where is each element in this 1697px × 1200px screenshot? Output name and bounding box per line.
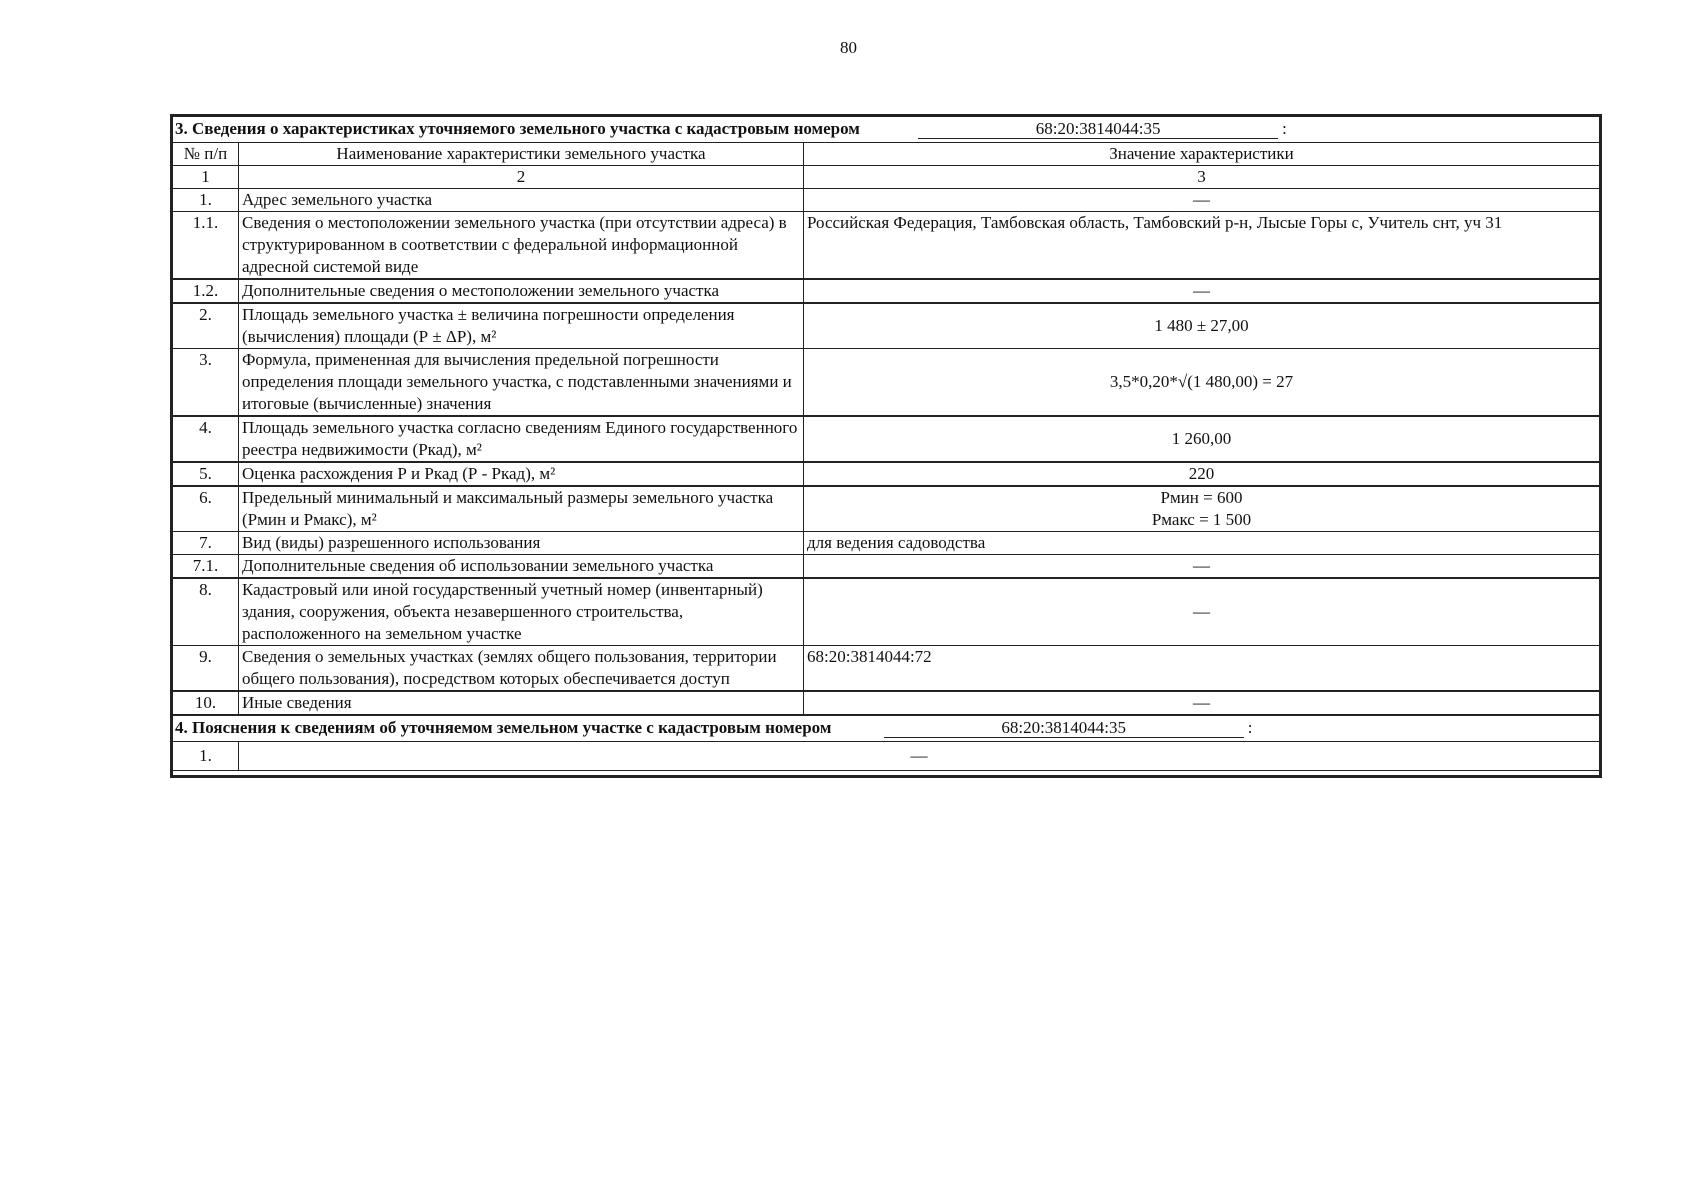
row-number: 1.1. [173, 212, 239, 280]
row-number: 1. [173, 189, 239, 212]
table-row [173, 462, 1600, 486]
row-name: Формула, примененная для вычисления предельной погрешности определения площади земельного участка, с подставленными значениями и итоговые (вычисленные) значения [239, 349, 804, 417]
row-value: 3,5*0,20*√(1 480,00) = 27 [804, 349, 1600, 417]
row-name: Площадь земельного участка ± величина погрешности определения (вычисления) площади (Р ± ΔР), м² [239, 303, 804, 349]
row-number: 2. [173, 303, 239, 349]
row-value: — [804, 555, 1600, 579]
characteristics-table [172, 116, 1600, 776]
table-row [173, 349, 1600, 417]
row-name: Дополнительные сведения об использовании земельного участка [239, 555, 804, 579]
row-name: Сведения о земельных участках (землях общего пользования, территории общего пользования), посредством которых обеспечивается доступ [239, 646, 804, 692]
row-value: — [804, 189, 1600, 212]
row-value: 1 260,00 [804, 416, 1600, 462]
column-number-2: 2 [239, 166, 804, 189]
table-row [173, 646, 1600, 692]
row-number: 9. [173, 646, 239, 692]
row-value-line-min: Рмин = 600 [1160, 488, 1243, 507]
bottom-rule-cell [173, 771, 1600, 776]
row-number: 7.1. [173, 555, 239, 579]
row-name: Сведения о местоположении земельного участка (при отсутствии адреса) в структурированном в соответствии с федеральной информационной адресной системой виде [239, 212, 804, 280]
row-value: — [804, 691, 1600, 715]
row-name: Оценка расхождения Р и Ркад (Р - Ркад), м² [239, 462, 804, 486]
row-number: 7. [173, 532, 239, 555]
header-row [173, 143, 1600, 166]
row-value: для ведения садоводства [804, 532, 1600, 555]
table-row [173, 742, 1600, 771]
table-row [173, 555, 1600, 579]
table-row [173, 578, 1600, 646]
row-number: 1.2. [173, 279, 239, 303]
row-number: 10. [173, 691, 239, 715]
row-number: 1. [173, 742, 239, 771]
row-name: Дополнительные сведения о местоположении земельного участка [239, 279, 804, 303]
table-row [173, 303, 1600, 349]
row-name: Кадастровый или иной государственный учетный номер (инвентарный) здания, сооружения, объекта незавершенного строительства, расположенного на земельном участке [239, 578, 804, 646]
table-row [173, 189, 1600, 212]
page-number: 80 [840, 38, 857, 57]
row-number: 6. [173, 486, 239, 532]
table-row [173, 212, 1600, 280]
table-row [173, 486, 1600, 532]
characteristics-document [170, 114, 1602, 778]
row-value: 1 480 ± 27,00 [804, 303, 1600, 349]
header-value: Значение характеристики [804, 143, 1600, 166]
table-bottom-rule [173, 771, 1600, 776]
row-name: Иные сведения [239, 691, 804, 715]
column-number-3: 3 [804, 166, 1600, 189]
section-3-cadastral-number: 68:20:3814044:35 [918, 119, 1278, 139]
header-num: № п/п [173, 143, 239, 166]
section-3-title-cell [173, 117, 1600, 143]
section-4-cadastral-number: 68:20:3814044:35 [884, 718, 1244, 738]
section-3-title-row [173, 117, 1600, 143]
section-4-title-row [173, 715, 1600, 742]
row-name: Вид (виды) разрешенного использования [239, 532, 804, 555]
section-4-title-cell [173, 715, 1600, 742]
row-value-line-max: Рмакс = 1 500 [1151, 510, 1252, 529]
table-row [173, 532, 1600, 555]
section-4-title: 4. Пояснения к сведениям об уточняемом земельном участке с кадастровым номером [175, 718, 832, 737]
row-value: 68:20:3814044:72 [804, 646, 1600, 692]
section-3-title: 3. Сведения о характеристиках уточняемого земельного участка с кадастровым номером [175, 119, 860, 138]
row-value: — [804, 279, 1600, 303]
section-4-colon: : [1247, 718, 1253, 737]
row-value [804, 486, 1600, 532]
column-number-1: 1 [173, 166, 239, 189]
table-row [173, 416, 1600, 462]
row-value: 220 [804, 462, 1600, 486]
row-value: — [804, 578, 1600, 646]
row-number: 4. [173, 416, 239, 462]
section-3-colon: : [1282, 119, 1287, 138]
row-name: Предельный минимальный и максимальный размеры земельного участка (Рмин и Рмакс), м² [239, 486, 804, 532]
row-name: Адрес земельного участка [239, 189, 804, 212]
row-number: 3. [173, 349, 239, 417]
column-numbers-row [173, 166, 1600, 189]
row-number: 5. [173, 462, 239, 486]
table-row [173, 279, 1600, 303]
header-name: Наименование характеристики земельного участка [239, 143, 804, 166]
row-value: — [239, 742, 1600, 771]
table-row [173, 691, 1600, 715]
row-value: Российская Федерация, Тамбовская область, Тамбовский р-н, Лысые Горы с, Учитель снт, уч 31 [804, 212, 1600, 280]
row-name: Площадь земельного участка согласно сведениям Единого государственного реестра недвижимости (Ркад), м² [239, 416, 804, 462]
row-number: 8. [173, 578, 239, 646]
